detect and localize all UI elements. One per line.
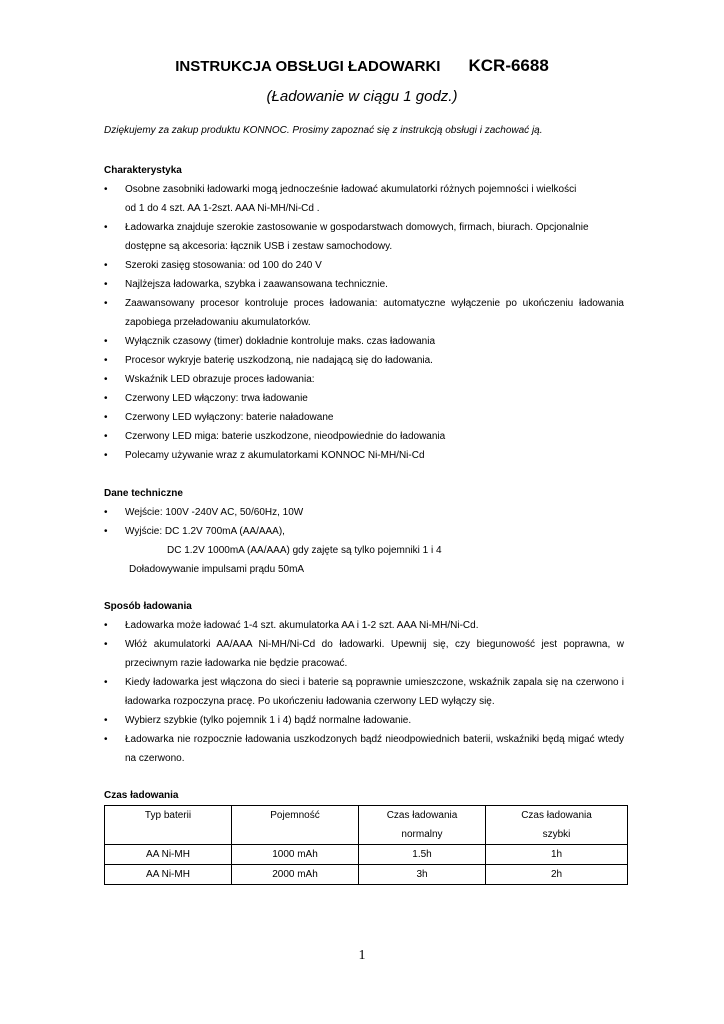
page-title	[0, 56, 724, 76]
page-number: 1	[358, 948, 366, 963]
list-item: • Zaawansowany procesor kontroluje proces ładowania: automatyczne wyłączenie po ukończeniu ładowania zapobiega przeładowaniu akumulatorków.	[104, 294, 624, 332]
list-item: • Ładowarka znajduje szerokie zastosowanie w gospodarstwach domowych, firmach, biurach. Opcjonalnie dostępne są akcesoria: łącznik USB i zestaw samochodowy.	[104, 218, 624, 256]
table-header-cell: Czas ładowania szybki	[486, 806, 628, 845]
bullet-icon: •	[104, 336, 108, 347]
output-fast-spec: DC 1.2V 1000mA (AA/AAA) gdy zajęte są tylko pojemniki 1 i 4	[167, 545, 442, 556]
bullet-icon: •	[104, 431, 108, 442]
table-cell: 1.5h	[359, 845, 486, 865]
table-cell: 2000 mAh	[232, 865, 359, 885]
table-cell: AA Ni-MH	[105, 865, 232, 885]
title-text: INSTRUKCJA OBSŁUGI ŁADOWARKI	[175, 58, 441, 75]
list-item: • Najlżejsza ładowarka, szybka i zaawansowana technicznie.	[104, 275, 624, 294]
table-header-cell: Typ baterii	[105, 806, 232, 845]
bullet-icon: •	[104, 374, 108, 385]
section-heading-charge-time: Czas ładowania	[104, 790, 179, 801]
list-item: • Osobne zasobniki ładowarki mogą jednocześnie ładować akumulatorki różnych pojemności i wielkości od 1 do 4 szt. AA 1-2szt. AAA Ni-MH/Ni-Cd .	[104, 180, 624, 218]
table-header-cell: Pojemność	[232, 806, 359, 845]
table-cell: AA Ni-MH	[105, 845, 232, 865]
list-item: • Czerwony LED włączony: trwa ładowanie	[104, 389, 624, 408]
section-heading-characteristics: Charakterystyka	[104, 165, 182, 176]
table-header-row	[105, 806, 628, 845]
table-cell: 2h	[486, 865, 628, 885]
bullet-icon: •	[104, 222, 108, 233]
table-row	[105, 845, 628, 865]
bullet-icon: •	[104, 393, 108, 404]
bullet-icon: •	[104, 734, 108, 745]
technical-list	[104, 503, 624, 541]
list-item: • Wejście: 100V -240V AC, 50/60Hz, 10W	[104, 503, 624, 522]
model-number: KCR-6688	[468, 56, 549, 75]
table-header-cell: Czas ładowania normalny	[359, 806, 486, 845]
bullet-icon: •	[104, 260, 108, 271]
list-item: • Czerwony LED wyłączony: baterie naładowane	[104, 408, 624, 427]
list-item: • Wyjście: DC 1.2V 700mA (AA/AAA),	[104, 522, 624, 541]
table-cell: 1h	[486, 845, 628, 865]
list-item: • Czerwony LED miga: baterie uszkodzone, nieodpowiednie do ładowania	[104, 427, 624, 446]
list-item: • Procesor wykryje baterię uszkodzoną, nie nadającą się do ładowania.	[104, 351, 624, 370]
bullet-icon: •	[104, 639, 108, 650]
list-item: • Ładowarka może ładować 1-4 szt. akumulatorka AA i 1-2 szt. AAA Ni-MH/Ni-Cd.	[104, 616, 624, 635]
bullet-icon: •	[104, 412, 108, 423]
characteristics-list	[104, 180, 624, 465]
bullet-icon: •	[104, 526, 108, 537]
section-heading-charging-method: Sposób ładowania	[104, 601, 192, 612]
table-cell: 3h	[359, 865, 486, 885]
list-item: • Szeroki zasięg stosowania: od 100 do 240 V	[104, 256, 624, 275]
bullet-icon: •	[104, 507, 108, 518]
bullet-icon: •	[104, 184, 108, 195]
list-item: • Wskaźnik LED obrazuje proces ładowania:	[104, 370, 624, 389]
bullet-icon: •	[104, 279, 108, 290]
list-item: • Kiedy ładowarka jest włączona do sieci i baterie są poprawnie umieszczone, wskaźnik zapala się na czerwono i ładowarka rozpoczyna pracę. Po ukończeniu ładowania czerwony LED wyłączy się.	[104, 673, 624, 711]
table-cell: 1000 mAh	[232, 845, 359, 865]
bullet-icon: •	[104, 620, 108, 631]
table-row	[105, 865, 628, 885]
list-item: • Wyłącznik czasowy (timer) dokładnie kontroluje maks. czas ładowania	[104, 332, 624, 351]
trickle-spec: Doładowywanie impulsami prądu 50mA	[129, 564, 305, 575]
section-heading-technical: Dane techniczne	[104, 488, 183, 499]
page-subtitle: (Ładowanie w ciągu 1 godz.)	[266, 88, 458, 105]
bullet-icon: •	[104, 298, 108, 309]
bullet-icon: •	[104, 450, 108, 461]
bullet-icon: •	[104, 355, 108, 366]
list-item: • Ładowarka nie rozpocznie ładowania uszkodzonych bądź nieodpowiednich baterii, wskaźniki będą migać wtedy na czerwono.	[104, 730, 624, 768]
charge-time-table	[104, 805, 628, 885]
charging-method-list	[104, 616, 624, 768]
list-item: • Wybierz szybkie (tylko pojemnik 1 i 4) bądź normalne ładowanie.	[104, 711, 624, 730]
bullet-icon: •	[104, 677, 108, 688]
bullet-icon: •	[104, 715, 108, 726]
list-item: • Włóż akumulatorki AA/AAA Ni-MH/Ni-Cd do ładowarki. Upewnij się, czy biegunowość jest poprawna, w przeciwnym razie ładowarka nie będzie pracować.	[104, 635, 624, 673]
list-item: • Polecamy używanie wraz z akumulatorkami KONNOC Ni-MH/Ni-Cd	[104, 446, 624, 465]
intro-text: Dziękujemy za zakup produktu KONNOC. Prosimy zapoznać się z instrukcją obsługi i zachować ją.	[104, 125, 543, 136]
